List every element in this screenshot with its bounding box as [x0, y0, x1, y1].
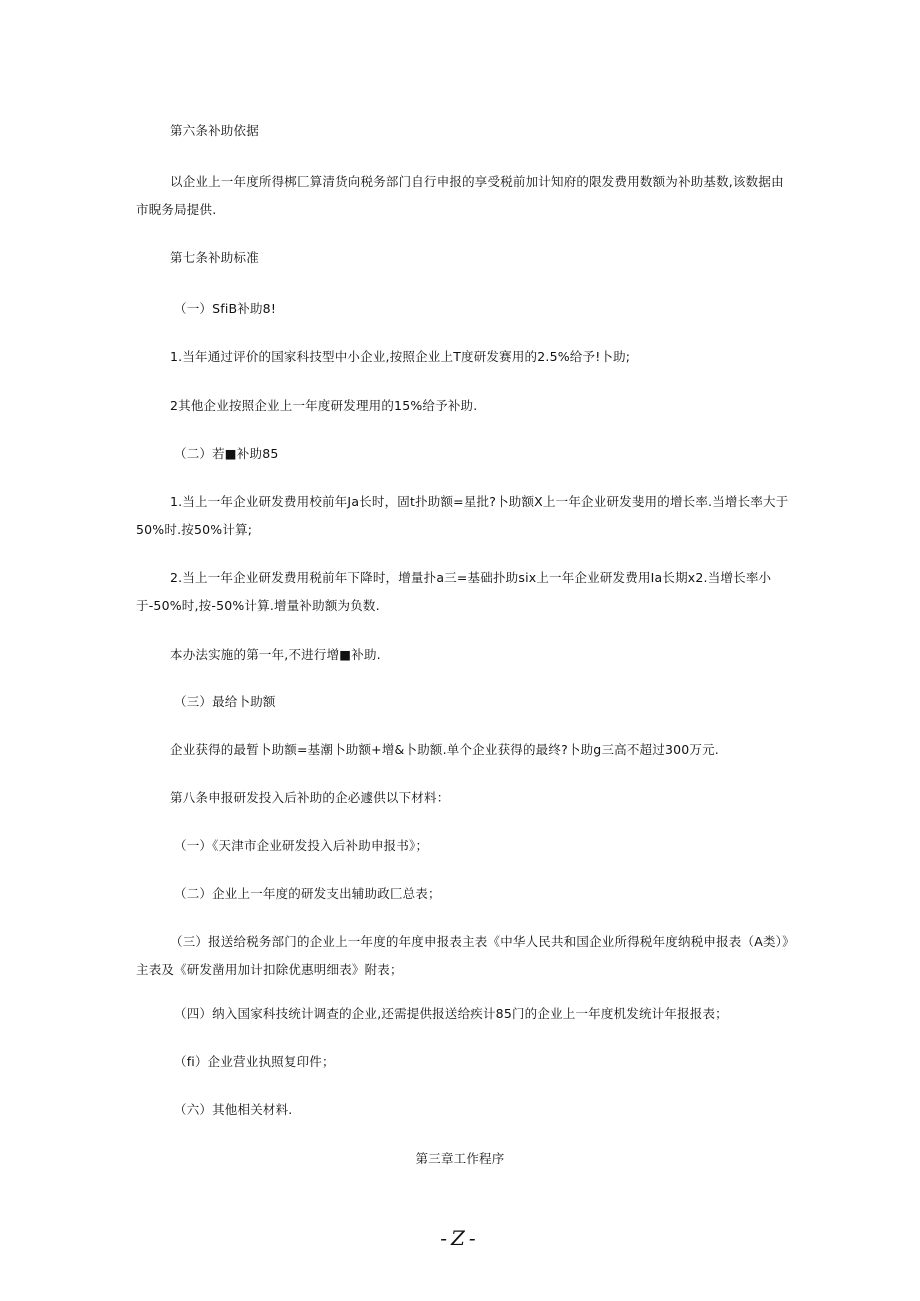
article-8-title: 第八条申报研发投入后补助的企必遽供以下材料：	[170, 790, 450, 805]
section-1-title: （一）SfiB补助8!	[174, 301, 277, 316]
material-item-6: （六）其他相关材料.	[174, 1102, 293, 1117]
section-2-item-2: 2.当上一年企业研发费用税前年下降时，增量扑a三=基础扑助six上一年企业研发费用Ia长期x2.当增长率小于-50%时,按-50%计算.增量补助额为负数.	[136, 570, 772, 613]
material-item-3: （三）报送给税务部门的企业上一年度的年度申报表主表《中华人民共和国企业所得税年度纳税申报表（A类）》主表及《研发凿用加计扣除优惠明细表》附表；	[136, 934, 789, 977]
material-item-1: （一）《天津市企业研发投入后补助申报书》；	[174, 838, 429, 853]
material-item-2: （二）企业上一年度的研发支出辅助政匚总表；	[174, 886, 441, 901]
material-item-4: （四）纳入国家科技统计调查的企业,还需提供报送给疾计85门的企业上一年度机发统计年报报表；	[174, 1006, 728, 1021]
article-6-body: 以企业上一年度所得梆匚算清货向税务部门自行申报的享受税前加计知府的限发费用数额为补助基数,该数据由市睨务局提供.	[136, 174, 784, 217]
article-6-title: 第六条补助依据	[170, 123, 259, 138]
page-number: -Z-	[440, 1226, 480, 1250]
section-3-title: （三）最给卜助额	[174, 694, 276, 709]
section-1-item-2: 2其他企业按照企业上一年度研发理用的15%给予补助.	[170, 398, 478, 413]
section-1-item-1: 1.当年通过评价的国家科技型中小企业,按照企业上T度研发赛用的2.5%给予!卜助;	[170, 349, 631, 364]
section-2-item-1: 1.当上一年企业研发费用校前年Ja长时，固t扑助额=星批?卜助额X上一年企业研发斐用的增长率.当增长率大于50%时.按50%计算;	[136, 494, 789, 537]
material-item-5: （fi）企业营业执照复印件；	[174, 1054, 335, 1069]
article-7-title: 第七条补助标准	[170, 250, 259, 265]
section-2-title: （二）若■补助85	[174, 446, 279, 461]
chapter-3-title: 第三章工作程序	[415, 1151, 505, 1166]
section-2-note: 本办法实施的第一年,不进行增■补助.	[170, 647, 381, 662]
section-3-body: 企业获得的最暂卜助额=基潮卜助额+增&卜助额.单个企业获得的最终?卜助g三高不超过300万元.	[170, 742, 719, 757]
